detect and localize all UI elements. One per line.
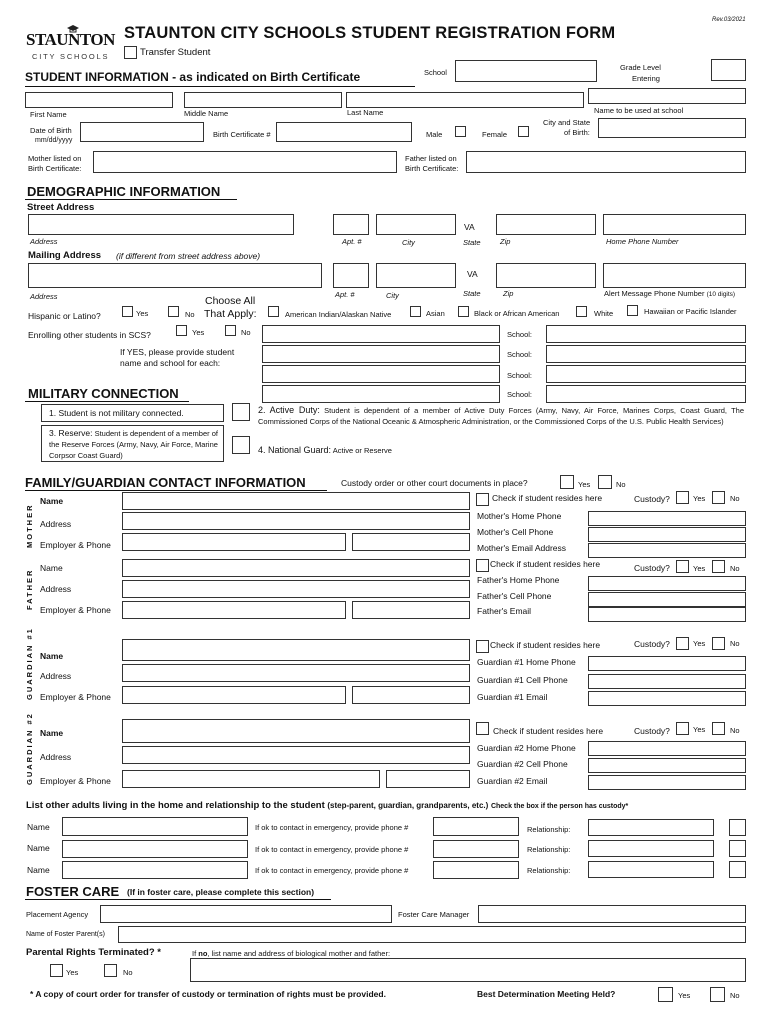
logo-subtitle: CITY SCHOOLS xyxy=(32,52,110,61)
birth-city-field[interactable] xyxy=(598,118,746,138)
mother-custody-no-label: No xyxy=(730,494,740,503)
street-address-sub: Address xyxy=(30,237,58,246)
mother-resides-checkbox[interactable] xyxy=(476,493,489,506)
guardian2-resides-checkbox[interactable] xyxy=(476,722,489,735)
best-determination-yes-checkbox[interactable] xyxy=(658,987,673,1002)
father-employer-label: Employer & Phone xyxy=(40,605,111,615)
guardian2-custody-no-checkbox[interactable] xyxy=(712,722,725,735)
alert-phone-field[interactable] xyxy=(603,263,746,288)
best-determination-no-label: No xyxy=(730,991,740,1000)
choose-all-label: Choose All xyxy=(205,295,256,307)
grade-level-label: Grade Level xyxy=(620,63,661,72)
mother-section-label: MOTHER xyxy=(25,503,34,548)
city-state-label: City and State xyxy=(543,118,591,127)
enrolling-yes-label: Yes xyxy=(192,328,205,337)
mailing-zip-sub: Zip xyxy=(503,289,514,298)
other-adult-3-emergency-label: If ok to contact in emergency, provide phone # xyxy=(255,866,409,875)
guardian2-employer-phone-field[interactable] xyxy=(386,770,470,788)
school-field[interactable] xyxy=(455,60,597,82)
other-adult-1-phone-field[interactable] xyxy=(433,817,519,836)
other-school-4-field[interactable] xyxy=(546,385,746,403)
enrolling-yes-checkbox[interactable] xyxy=(176,325,187,336)
form-title: STAUNTON CITY SCHOOLS STUDENT REGISTRATION FORM xyxy=(124,24,616,42)
middle-name-field[interactable] xyxy=(184,92,342,108)
mother-employer-field[interactable] xyxy=(122,533,346,551)
mother-email-label: Mother's Email Address xyxy=(477,543,567,553)
military-opt3-desc: Student is dependent of a member of the Reserve Forces (Army, Navy, Air Force, Marine Corpsor Coast Guard) xyxy=(49,429,218,460)
other-adult-3-custody-checkbox[interactable] xyxy=(729,861,746,878)
guardian2-custody-yes-checkbox[interactable] xyxy=(676,722,689,735)
parental-rights-no-label: No xyxy=(123,968,133,977)
street-zip-sub: Zip xyxy=(500,237,511,246)
parental-rights-no-checkbox[interactable] xyxy=(104,964,117,977)
birth-cert-label: Birth Certificate # xyxy=(213,130,271,139)
father-resides-label: Check if student resides here xyxy=(490,559,601,569)
other-adult-3-relationship-field[interactable] xyxy=(588,861,714,878)
placement-agency-label: Placement Agency xyxy=(26,910,89,919)
transfer-student-label: Transfer Student xyxy=(140,47,211,58)
other-student-2-field[interactable] xyxy=(262,345,500,363)
student-info-heading: STUDENT INFORMATION - as indicated on Birth Certificate xyxy=(25,70,361,84)
hispanic-yes-label: Yes xyxy=(136,309,149,318)
street-apt-sub: Apt. # xyxy=(342,237,362,246)
street-zip-field[interactable] xyxy=(496,214,596,235)
military-heading: MILITARY CONNECTION xyxy=(28,386,179,401)
father-home-phone-label: Father's Home Phone xyxy=(477,575,560,585)
military-opt4-text xyxy=(258,446,392,455)
school-4-label: School: xyxy=(507,390,533,399)
home-phone-label: Home Phone Number xyxy=(606,237,679,246)
biological-parents-field[interactable] xyxy=(190,958,746,982)
hispanic-label: Hispanic or Latino? xyxy=(28,311,101,321)
other-adult-2-phone-field[interactable] xyxy=(433,840,519,858)
other-adult-1-emergency-label: If ok to contact in emergency, provide phone # xyxy=(255,823,409,832)
first-name-field[interactable] xyxy=(25,92,173,108)
hispanic-yes-checkbox[interactable] xyxy=(122,306,133,317)
street-address-field[interactable] xyxy=(28,214,294,235)
guardian1-employer-label: Employer & Phone xyxy=(40,692,111,702)
father-resides-checkbox[interactable] xyxy=(476,559,489,572)
military-opt3-checkbox[interactable] xyxy=(232,436,250,454)
other-adult-1-relationship-label: Relationship: xyxy=(527,825,571,834)
mother-cell-phone-label: Mother's Cell Phone xyxy=(477,527,554,537)
military-opt3-text xyxy=(49,428,221,461)
race-american-indian-checkbox[interactable] xyxy=(268,306,279,317)
parental-rights-yes-checkbox[interactable] xyxy=(50,964,63,977)
guardian1-email-field[interactable] xyxy=(588,691,746,706)
alert-phone-text: Alert Message Phone Number xyxy=(604,289,705,298)
race-hawaiian-label: Hawaiian or Pacific Islander xyxy=(644,307,737,316)
other-adult-3-name-label: Name xyxy=(27,865,50,875)
mailing-address-field[interactable] xyxy=(28,263,322,288)
other-adult-3-phone-field[interactable] xyxy=(433,861,519,879)
best-determination-yes-label: Yes xyxy=(678,991,691,1000)
if-no-label xyxy=(192,949,390,958)
school-3-label: School: xyxy=(507,371,533,380)
foster-underline xyxy=(25,899,331,900)
other-adults-check: Check the box if the person has custody* xyxy=(490,803,629,810)
enrolling-label: Enrolling other students in SCS? xyxy=(28,330,151,340)
foster-parents-field[interactable] xyxy=(118,926,746,943)
guardian1-home-phone-label: Guardian #1 Home Phone xyxy=(477,657,576,667)
race-hawaiian-checkbox[interactable] xyxy=(627,305,638,316)
enrolling-no-checkbox[interactable] xyxy=(225,325,236,336)
other-adult-3-name-field[interactable] xyxy=(62,861,248,879)
preferred-name-field[interactable] xyxy=(588,88,746,104)
military-opt4-desc: Active or Reserve xyxy=(332,446,392,455)
if-yes-line1: If YES, please provide student xyxy=(120,347,235,357)
other-student-4-field[interactable] xyxy=(262,385,500,403)
guardian2-email-field[interactable] xyxy=(588,775,746,790)
custody-order-label: Custody order or other court documents in place? xyxy=(341,478,528,488)
guardian2-home-phone-label: Guardian #2 Home Phone xyxy=(477,743,576,753)
other-student-3-field[interactable] xyxy=(262,365,500,383)
female-label: Female xyxy=(482,130,508,139)
military-underline xyxy=(25,401,189,402)
mother-custody-yes-label: Yes xyxy=(693,494,706,503)
mother-custody-no-checkbox[interactable] xyxy=(712,491,725,504)
mailing-zip-field[interactable] xyxy=(496,263,596,288)
foster-heading-note: (If in foster care, please complete this section) xyxy=(127,887,315,897)
first-name-label: First Name xyxy=(30,110,67,119)
father-listed-label: Father listed on xyxy=(405,154,457,163)
guardian1-name-label: Name xyxy=(40,651,64,661)
military-opt2-text xyxy=(258,405,744,427)
last-name-label: Last Name xyxy=(347,108,384,117)
middle-name-label: Middle Name xyxy=(184,109,229,118)
logo-wordmark: STAUNTON xyxy=(26,30,115,49)
if-no-pre: If xyxy=(192,949,199,958)
military-opt2-desc: Student is dependent of a member of Active Duty Forces (Army, Navy, Air Force, Marines Corps, Coast Guard, The Commissioned Corps of the National Oceanic & Atmospheric Administration, or the Commissioned Corps of the U.S. Public Health Services) xyxy=(258,406,744,426)
guardian2-address-label: Address xyxy=(40,752,72,762)
mother-listed-label: Mother listed on xyxy=(28,154,82,163)
other-adults-title: List other adults living in the home and relationship to the student xyxy=(26,800,325,811)
father-cell-phone-label: Father's Cell Phone xyxy=(477,591,552,601)
military-opt1-checkbox[interactable] xyxy=(232,403,250,421)
father-custody-yes-checkbox[interactable] xyxy=(676,560,689,573)
other-adults-note: (step-parent, guardian, grandparents, etc.) xyxy=(327,801,489,810)
father-email-field[interactable] xyxy=(588,607,746,622)
guardian1-name-field[interactable] xyxy=(122,639,470,661)
mailing-address-sub: Address xyxy=(30,292,58,301)
guardian1-address-label: Address xyxy=(40,671,72,681)
parental-rights-label: Parental Rights Terminated? * xyxy=(26,947,161,958)
mother-resides-label: Check if student resides here xyxy=(492,493,603,503)
male-label: Male xyxy=(426,130,443,139)
mother-home-phone-label: Mother's Home Phone xyxy=(477,511,562,521)
hispanic-no-checkbox[interactable] xyxy=(168,306,179,317)
mother-listed-field[interactable] xyxy=(93,151,397,173)
mother-name-field[interactable] xyxy=(122,492,470,510)
demographic-heading: DEMOGRAPHIC INFORMATION xyxy=(27,184,221,199)
other-adult-3-relationship-label: Relationship: xyxy=(527,866,571,875)
guardian2-section-label: GUARDIAN #2 xyxy=(25,712,34,785)
other-school-3-field[interactable] xyxy=(546,365,746,383)
race-asian-label: Asian xyxy=(426,309,445,318)
father-custody-no-label: No xyxy=(730,564,740,573)
revision-date: Rev.03/2021 xyxy=(712,17,746,23)
guardian1-custody-no-checkbox[interactable] xyxy=(712,637,725,650)
guardian1-custody-yes-checkbox[interactable] xyxy=(676,637,689,650)
mailing-note: (if different from street address above) xyxy=(116,251,261,261)
female-checkbox[interactable] xyxy=(518,126,529,137)
mailing-address-label: Mailing Address xyxy=(28,250,102,261)
other-adult-1-relationship-field[interactable] xyxy=(588,819,714,836)
father-employer-field[interactable] xyxy=(122,601,346,619)
race-american-indian-label: American Indian/Alaskan Native xyxy=(285,310,392,319)
enrolling-no-label: No xyxy=(241,328,251,337)
guardian2-employer-field[interactable] xyxy=(122,770,380,788)
dob-field[interactable] xyxy=(80,122,204,142)
other-school-1-field[interactable] xyxy=(546,325,746,343)
father-name-label: Name xyxy=(40,563,63,573)
guardian1-address-field[interactable] xyxy=(122,664,470,682)
other-adult-1-name-label: Name xyxy=(27,822,50,832)
father-birthcert-label: Birth Certificate: xyxy=(405,164,459,173)
father-address-field[interactable] xyxy=(122,580,470,598)
guardian2-home-phone-field[interactable] xyxy=(588,741,746,756)
street-state-sub: State xyxy=(463,238,481,247)
mother-email-field[interactable] xyxy=(588,543,746,558)
guardian2-custody-yes-label: Yes xyxy=(693,725,706,734)
mailing-state-sub: State xyxy=(463,289,481,298)
street-address-label: Street Address xyxy=(27,202,95,213)
guardian2-name-field[interactable] xyxy=(122,719,470,743)
foster-manager-field[interactable] xyxy=(478,905,746,923)
mother-address-field[interactable] xyxy=(122,512,470,530)
guardian1-custody-no-label: No xyxy=(730,639,740,648)
guardian2-email-label: Guardian #2 Email xyxy=(477,776,548,786)
father-employer-phone-field[interactable] xyxy=(352,601,470,619)
demographic-underline xyxy=(25,199,237,200)
guardian2-address-field[interactable] xyxy=(122,746,470,764)
guardian1-email-label: Guardian #1 Email xyxy=(477,692,548,702)
race-black-checkbox[interactable] xyxy=(458,306,469,317)
if-yes-line2: name and school for each: xyxy=(120,358,221,368)
guardian1-resides-checkbox[interactable] xyxy=(476,640,489,653)
family-underline xyxy=(25,490,327,491)
preferred-name-label: Name to be used at school xyxy=(594,106,684,115)
other-adult-1-name-field[interactable] xyxy=(62,817,248,836)
logo xyxy=(26,26,118,64)
other-adult-2-custody-checkbox[interactable] xyxy=(729,840,746,857)
guardian2-cell-phone-field[interactable] xyxy=(588,758,746,773)
guardian2-resides-label: Check if student resides here xyxy=(493,726,604,736)
other-adult-2-relationship-field[interactable] xyxy=(588,840,714,857)
if-no-word: no xyxy=(198,949,208,958)
male-checkbox[interactable] xyxy=(455,126,466,137)
father-custody-yes-label: Yes xyxy=(693,564,706,573)
foster-parents-label: Name of Foster Parent(s) xyxy=(26,931,105,938)
mailing-city-sub: City xyxy=(386,291,399,300)
mailing-city-field[interactable] xyxy=(376,263,456,288)
race-asian-checkbox[interactable] xyxy=(410,306,421,317)
father-cell-phone-field[interactable] xyxy=(588,592,746,607)
birth-cert-field[interactable] xyxy=(276,122,412,142)
race-white-label: White xyxy=(594,309,614,318)
that-apply-label: That Apply: xyxy=(204,308,257,320)
guardian2-custody-no-label: No xyxy=(730,726,740,735)
hispanic-no-label: No xyxy=(185,310,195,319)
best-determination-label: Best Determination Meeting Held? xyxy=(477,989,616,999)
guardian1-custody-yes-label: Yes xyxy=(693,639,706,648)
other-adult-2-relationship-label: Relationship: xyxy=(527,845,571,854)
mother-cell-phone-field[interactable] xyxy=(588,527,746,542)
dob-format-label: mm/dd/yyyy xyxy=(35,137,73,144)
mailing-state-value: VA xyxy=(467,269,478,279)
mother-home-phone-field[interactable] xyxy=(588,511,746,526)
last-name-field[interactable] xyxy=(346,92,584,108)
race-white-checkbox[interactable] xyxy=(576,306,587,317)
alert-phone-digits: (10 digits) xyxy=(706,291,736,298)
school-2-label: School: xyxy=(507,350,533,359)
race-black-label: Black or African American xyxy=(474,309,560,318)
other-adult-2-emergency-label: If ok to contact in emergency, provide phone # xyxy=(255,845,409,854)
parental-rights-yes-label: Yes xyxy=(66,968,79,977)
mother-birthcert-label: Birth Certificate: xyxy=(28,164,82,173)
other-student-1-field[interactable] xyxy=(262,325,500,343)
father-home-phone-field[interactable] xyxy=(588,576,746,591)
military-opt1-text: 1. Student is not military connected. xyxy=(49,408,184,418)
grade-level-field[interactable] xyxy=(711,59,746,81)
student-heading-underline xyxy=(25,86,415,87)
street-state-value: VA xyxy=(464,222,475,232)
family-heading: FAMILY/GUARDIAN CONTACT INFORMATION xyxy=(25,475,306,490)
guardian2-cell-phone-label: Guardian #2 Cell Phone xyxy=(477,759,568,769)
other-adult-2-name-label: Name xyxy=(27,843,50,853)
guardian2-employer-label: Employer & Phone xyxy=(40,776,111,786)
military-opt2-title: 2. Active Duty: xyxy=(258,405,320,415)
mother-employer-phone-field[interactable] xyxy=(352,533,470,551)
father-custody-no-checkbox[interactable] xyxy=(712,560,725,573)
foster-heading: FOSTER CARE xyxy=(26,884,120,899)
placement-agency-field[interactable] xyxy=(100,905,392,923)
court-order-footnote: * A copy of court order for transfer of custody or termination of rights must be provided. xyxy=(30,989,386,999)
street-city-sub: City xyxy=(402,238,415,247)
foster-manager-label: Foster Care Manager xyxy=(398,910,470,919)
guardian1-employer-phone-field[interactable] xyxy=(352,686,470,704)
father-custody-label: Custody? xyxy=(634,563,670,573)
mailing-apt-sub: Apt. # xyxy=(335,290,355,299)
guardian1-custody-label: Custody? xyxy=(634,639,670,649)
custody-order-no-checkbox[interactable] xyxy=(598,475,612,489)
custody-order-no-label: No xyxy=(616,480,626,489)
home-phone-field[interactable] xyxy=(603,214,746,235)
school-1-label: School: xyxy=(507,330,533,339)
guardian1-employer-field[interactable] xyxy=(122,686,346,704)
custody-order-yes-label: Yes xyxy=(578,480,591,489)
of-birth-label: of Birth: xyxy=(564,128,590,137)
guardian2-custody-label: Custody? xyxy=(634,726,670,736)
father-address-label: Address xyxy=(40,584,72,594)
custody-order-yes-checkbox[interactable] xyxy=(560,475,574,489)
father-name-field[interactable] xyxy=(122,559,470,577)
mother-custody-label: Custody? xyxy=(634,494,670,504)
other-adult-2-name-field[interactable] xyxy=(62,840,248,858)
other-school-2-field[interactable] xyxy=(546,345,746,363)
street-apt-field[interactable] xyxy=(333,214,369,235)
father-listed-field[interactable] xyxy=(466,151,746,173)
mother-name-label: Name xyxy=(40,496,64,506)
mother-address-label: Address xyxy=(40,519,72,529)
if-no-post: , list name and address of biological mother and father: xyxy=(207,949,391,958)
dob-label: Date of Birth xyxy=(30,126,72,135)
guardian1-cell-phone-field[interactable] xyxy=(588,674,746,689)
mother-custody-yes-checkbox[interactable] xyxy=(676,491,689,504)
grade-entering-label: Entering xyxy=(632,74,660,83)
military-opt4-title: 4. National Guard: xyxy=(258,445,332,455)
school-label: School xyxy=(424,68,447,77)
best-determination-no-checkbox[interactable] xyxy=(710,987,725,1002)
alert-phone-label xyxy=(604,289,735,299)
father-section-label: FATHER xyxy=(25,568,34,610)
mother-employer-label: Employer & Phone xyxy=(40,540,111,550)
other-adult-1-custody-checkbox[interactable] xyxy=(729,819,746,836)
mailing-apt-field[interactable] xyxy=(333,263,369,288)
guardian1-resides-label: Check if student resides here xyxy=(490,640,601,650)
transfer-student-checkbox[interactable] xyxy=(124,46,137,59)
guardian1-cell-phone-label: Guardian #1 Cell Phone xyxy=(477,675,568,685)
military-opt3-title: 3. Reserve: xyxy=(49,428,93,438)
other-adults-heading xyxy=(26,800,628,811)
street-city-field[interactable] xyxy=(376,214,456,235)
guardian1-home-phone-field[interactable] xyxy=(588,656,746,671)
father-email-label: Father's Email xyxy=(477,606,532,616)
guardian2-name-label: Name xyxy=(40,728,64,738)
guardian1-section-label: GUARDIAN #1 xyxy=(25,627,34,700)
